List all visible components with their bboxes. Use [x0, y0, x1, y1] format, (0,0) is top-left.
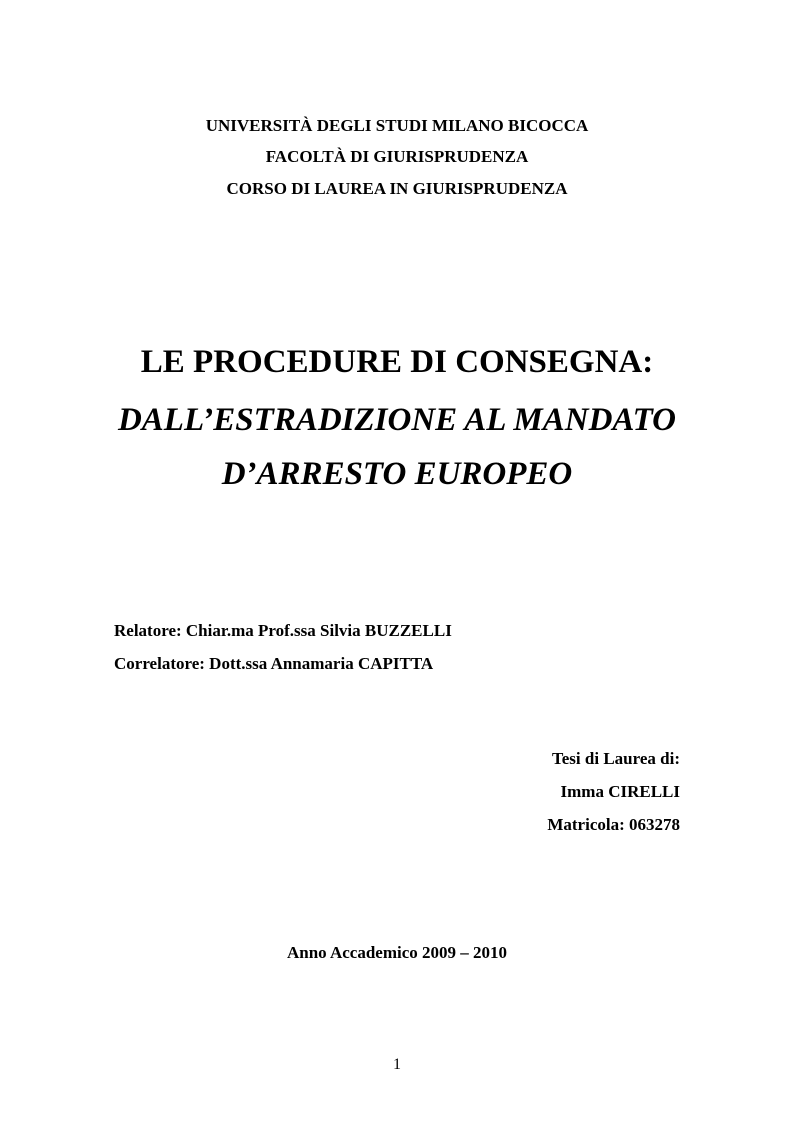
- page-number: 1: [393, 1056, 401, 1073]
- thesis-title: LE PROCEDURE DI CONSEGNA:: [140, 344, 654, 380]
- correlatore-line: Correlatore: Dott.ssa Annamaria CAPITTA: [114, 654, 434, 673]
- matricola-line: Matricola: 063278: [547, 815, 680, 834]
- thesis-subtitle-line-2: D’ARRESTO EUROPEO: [221, 456, 573, 492]
- university-name: UNIVERSITÀ DEGLI STUDI MILANO BICOCCA: [205, 116, 589, 135]
- relatore-line: Relatore: Chiar.ma Prof.ssa Silvia BUZZELLI: [114, 621, 452, 640]
- academic-year: Anno Accademico 2009 – 2010: [286, 943, 508, 962]
- course-name: CORSO DI LAUREA IN GIURISPRUDENZA: [226, 179, 568, 198]
- thesis-by-label: Tesi di Laurea di:: [551, 749, 680, 768]
- candidate-name: Imma CIRELLI: [560, 782, 680, 801]
- thesis-subtitle-line-1: DALL’ESTRADIZIONE AL MANDATO: [117, 402, 677, 438]
- faculty-name: FACOLTÀ DI GIURISPRUDENZA: [265, 147, 529, 166]
